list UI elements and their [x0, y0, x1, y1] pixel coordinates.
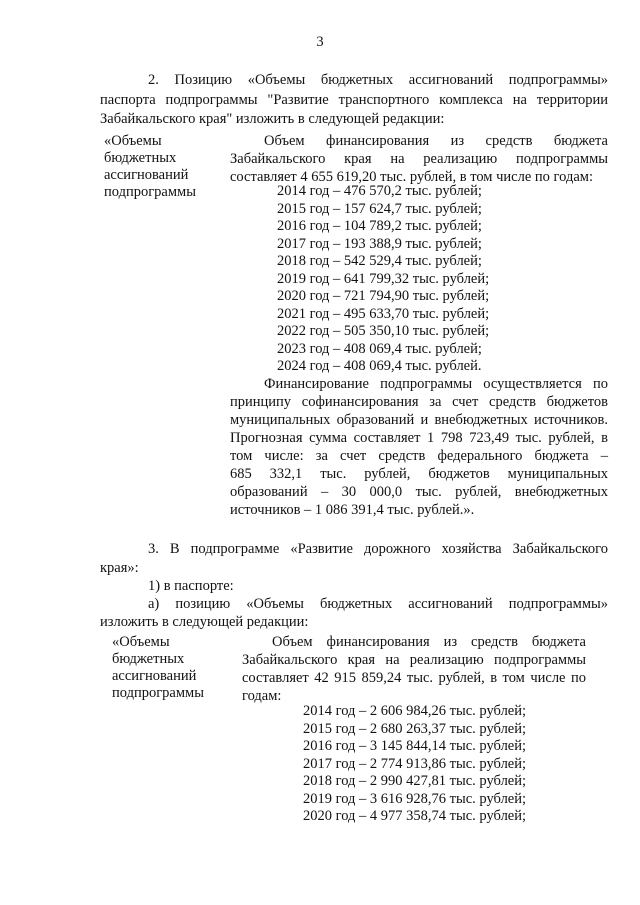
s2-label-line: ассигнований: [104, 167, 189, 183]
s3-label-line: ассигнований: [112, 668, 197, 684]
s2-label-line: подпрограммы: [104, 184, 196, 200]
s2-fin-line-1: Финансирование подпрограммы осуществляется по: [264, 376, 608, 392]
s2-year-item: 2021 год – 495 633,70 тыс. рублей;: [277, 305, 490, 322]
s2-label-line: бюджетных: [104, 150, 177, 166]
s3-label-line: «Объемы: [112, 634, 170, 650]
s3-year-item: 2015 год – 2 680 263,37 тыс. рублей;: [303, 720, 527, 737]
s3-year-item: 2016 год – 3 145 844,14 тыс. рублей;: [303, 738, 527, 754]
s3-year-item: 2020 год – 4 977 358,74 тыс. рублей;: [303, 808, 527, 824]
s3-text-line-2: Забайкальского края на реализацию подпрограммы: [242, 652, 586, 668]
s2-year-item: 2023 год – 408 069,4 тыс. рублей;: [277, 340, 482, 357]
s2-fin-line-8: источников – 1 086 391,4 тыс. рублей.».: [230, 502, 475, 518]
s2-label-line: «Объемы: [104, 133, 162, 149]
s3-heading-line-1: 3. В подпрограмме «Развитие дорожного хозяйства Забайкальского: [148, 541, 608, 557]
s2-year-item: 2014 год – 476 570,2 тыс. рублей;: [277, 183, 482, 199]
s3-label-line: бюджетных: [112, 651, 185, 667]
s3-year-item: 2018 год – 2 990 427,81 тыс. рублей;: [303, 773, 527, 789]
s2-year-item: 2024 год – 408 069,4 тыс. рублей.: [277, 358, 482, 374]
s2-text-line-2: Забайкальского края на реализацию подпрограммы: [230, 151, 608, 167]
s3-item-a-line-2: изложить в следующей редакции:: [100, 614, 309, 630]
s2-year-item: 2018 год – 542 529,4 тыс. рублей;: [277, 253, 482, 269]
s2-position-label: [104, 133, 196, 201]
page-number: 3: [316, 34, 324, 50]
s3-heading-line-2: края»:: [100, 560, 139, 576]
s3-text-line-3: составляет 42 915 859,24 тыс. рублей, в том числе по: [242, 670, 586, 686]
s3-text-line-1: Объем финансирования из средств бюджета: [272, 634, 586, 650]
s2-year-item: 2016 год – 104 789,2 тыс. рублей;: [277, 218, 482, 234]
s2-year-item: 2019 год – 641 799,32 тыс. рублей;: [277, 270, 490, 287]
s2-fin-line-2: принципу софинансирования за счет средств бюджетов: [230, 394, 608, 410]
s2-fin-line-5: том числе: за счет средств федерального бюджета –: [230, 448, 608, 464]
s2-year-list: [277, 183, 489, 376]
s2-text-line-1: Объем финансирования из средств бюджета: [264, 133, 608, 149]
s2-year-item: 2017 год – 193 388,9 тыс. рублей;: [277, 235, 482, 252]
s2-intro-line-3: Забайкальского края" изложить в следующей редакции:: [100, 111, 445, 127]
s2-year-item: 2015 год – 157 624,7 тыс. рублей;: [277, 200, 482, 217]
s2-year-item: 2020 год – 721 794,90 тыс. рублей;: [277, 288, 490, 304]
s3-year-list: [303, 703, 526, 826]
s3-text-line-4: годам:: [242, 688, 282, 704]
s2-year-item: 2022 год – 505 350,10 тыс. рублей;: [277, 323, 490, 339]
s3-item-a-line-1: а) позицию «Объемы бюджетных ассигнований подпрограммы»: [148, 596, 608, 612]
s3-position-label: [112, 634, 204, 702]
s3-year-item: 2014 год – 2 606 984,26 тыс. рублей;: [303, 703, 527, 719]
s2-intro-line-2: паспорта подпрограммы "Развитие транспортного комплекса на территории: [100, 92, 608, 108]
s2-fin-line-7: образований – 30 000,0 тыс. рублей, внебюджетных: [230, 484, 608, 500]
s3-item-1: 1) в паспорте:: [148, 578, 234, 594]
s3-label-line: подпрограммы: [112, 685, 204, 701]
s3-year-item: 2017 год – 2 774 913,86 тыс. рублей;: [303, 755, 527, 772]
s2-text-line-3: составляет 4 655 619,20 тыс. рублей, в том числе по годам:: [230, 169, 593, 185]
s2-fin-line-6: 685 332,1 тыс. рублей, бюджетов муниципальных: [230, 466, 608, 482]
s2-fin-line-3: муниципальных образований и внебюджетных источников.: [230, 412, 608, 428]
s2-intro-line-1: 2. Позицию «Объемы бюджетных ассигнований подпрограммы»: [148, 72, 608, 88]
s3-year-item: 2019 год – 3 616 928,76 тыс. рублей;: [303, 790, 527, 807]
s2-fin-line-4: Прогнозная сумма составляет 1 798 723,49 тыс. рублей, в: [230, 430, 608, 446]
